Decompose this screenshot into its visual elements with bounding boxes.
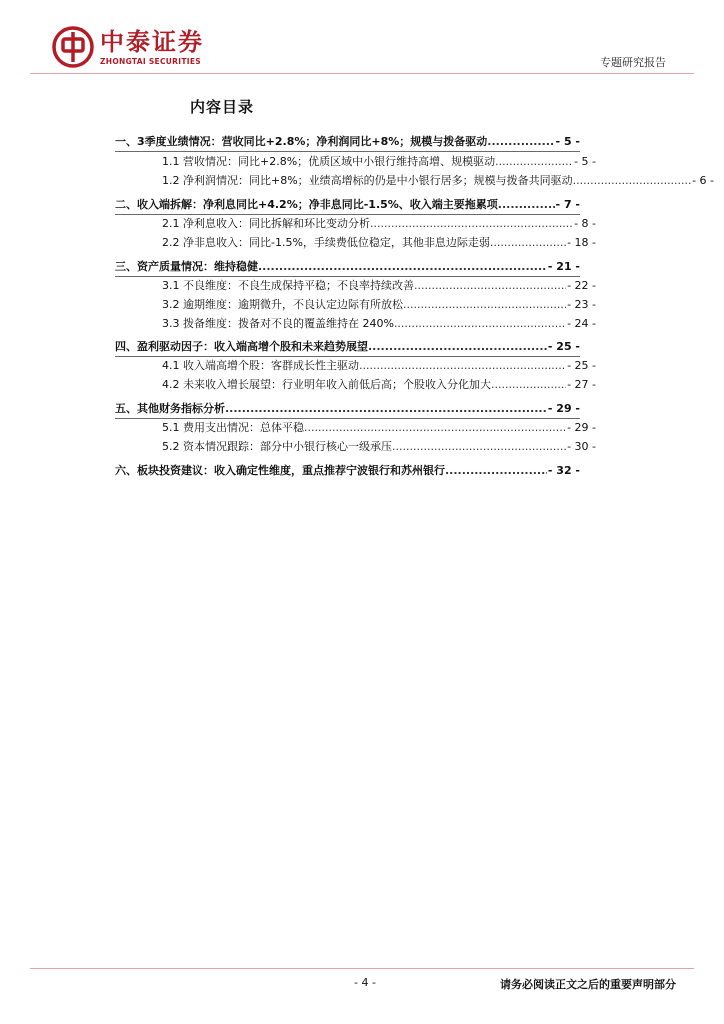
toc-entry[interactable]	[162, 419, 596, 435]
toc-leader-dots	[498, 198, 555, 211]
company-name-cn: 中泰证券	[100, 27, 204, 56]
toc-entry-label: 4.1 收入端高增个股：客群成长性主驱动	[162, 359, 359, 372]
toc-entry-page: - 7 -	[555, 198, 580, 211]
toc-entry-label: 一、3季度业绩情况：营收同比+2.8%；净利润同比+8%；规模与拨备驱动	[115, 135, 488, 148]
zhongtai-logo-icon	[52, 26, 94, 68]
toc-leader-dots	[414, 279, 566, 292]
toc-entry-page: - 27 -	[567, 378, 596, 391]
toc-entry-page: - 29 -	[547, 402, 580, 415]
toc-leader-dots	[304, 421, 566, 434]
toc-entry[interactable]	[162, 153, 596, 169]
toc-entry[interactable]	[162, 215, 596, 231]
toc-leader-dots	[403, 298, 566, 311]
toc-leader-dots	[445, 464, 547, 477]
toc-title: 内容目录	[190, 98, 255, 116]
toc-entry-page: - 5 -	[574, 155, 596, 168]
toc-leader-dots	[370, 217, 573, 230]
toc-entry[interactable]	[115, 133, 580, 149]
toc-entry[interactable]	[162, 438, 596, 454]
page-number: - 4 -	[354, 976, 376, 989]
toc-leader-dots	[490, 236, 566, 249]
toc-entry-label: 2.2 净非息收入：同比-1.5%，手续费低位稳定，其他非息边际走弱	[162, 236, 490, 249]
toc-entry[interactable]	[115, 400, 580, 416]
toc-leader-dots	[368, 340, 547, 353]
toc-entry-label: 4.2 未来收入增长展望：行业明年收入前低后高；个股收入分化加大	[162, 378, 491, 391]
toc-entry[interactable]	[162, 315, 596, 331]
toc-entry-page: - 32 -	[547, 464, 580, 477]
toc-leader-dots	[491, 378, 566, 391]
toc-leader-dots	[573, 174, 691, 187]
company-name-en: ZHONGTAI SECURITIES	[100, 56, 201, 66]
toc-entry-page: - 5 -	[555, 135, 580, 148]
toc-entry-label: 5.2 资本情况跟踪：部分中小银行核心一级承压	[162, 440, 392, 453]
toc-entry[interactable]	[115, 462, 580, 478]
toc-entry-label: 二、收入端拆解：净利息同比+4.2%；净非息同比-1.5%、收入端主要拖累项	[115, 198, 498, 211]
toc-entry[interactable]	[162, 296, 596, 312]
toc-leader-dots	[258, 260, 547, 273]
toc-entry[interactable]	[115, 258, 580, 274]
toc-entry[interactable]	[115, 338, 580, 354]
toc-entry-page: - 29 -	[567, 421, 596, 434]
toc-entry-label: 5.1 费用支出情况：总体平稳	[162, 421, 304, 434]
toc-entry-page: - 6 -	[692, 174, 714, 187]
toc-entry-label: 3.1 不良维度：不良生成保持平稳；不良率持续改善	[162, 279, 414, 292]
toc-entry-label: 四、盈利驱动因子：收入端高增个股和未来趋势展望	[115, 340, 368, 353]
toc-entry-page: - 22 -	[567, 279, 596, 292]
toc-entry-page: - 23 -	[567, 298, 596, 311]
toc-entry-label: 五、其他财务指标分析	[115, 402, 225, 415]
toc-entry-label: 3.2 逾期维度：逾期微升，不良认定边际有所放松	[162, 298, 403, 311]
header-divider	[30, 73, 694, 74]
footer-disclaimer: 请务必阅读正文之后的重要声明部分	[500, 978, 676, 991]
toc-entry-page: - 30 -	[567, 440, 596, 453]
toc-entry[interactable]	[162, 277, 596, 293]
report-type: 专题研究报告	[600, 56, 666, 69]
toc-entry-page: - 8 -	[574, 217, 596, 230]
toc-entry-label: 3.3 拨备维度：拨备对不良的覆盖维持在 240%	[162, 317, 394, 330]
toc-leader-dots	[392, 440, 566, 453]
toc-entry-label: 六、板块投资建议：收入确定性维度，重点推荐宁波银行和苏州银行	[115, 464, 445, 477]
toc-leader-dots	[394, 317, 566, 330]
toc-entry-label: 2.1 净利息收入：同比拆解和环比变动分析	[162, 217, 370, 230]
toc-entry[interactable]	[162, 234, 596, 250]
footer-divider	[30, 968, 694, 969]
toc-entry-label: 三、资产质量情况：维持稳健	[115, 260, 258, 273]
toc-leader-dots	[225, 402, 547, 415]
toc-entry[interactable]	[115, 196, 580, 212]
toc-entry-label: 1.1 营收情况：同比+2.8%；优质区域中小银行维持高增、规模驱动	[162, 155, 496, 168]
toc-entry-page: - 21 -	[547, 260, 580, 273]
toc-entry-page: - 25 -	[547, 340, 580, 353]
toc-entry-page: - 25 -	[567, 359, 596, 372]
toc-entry[interactable]	[162, 357, 596, 373]
toc-entry-page: - 18 -	[567, 236, 596, 249]
toc-entry[interactable]	[162, 376, 596, 392]
toc-entry-page: - 24 -	[567, 317, 596, 330]
toc-entry-label: 1.2 净利润情况：同比+8%；业绩高增标的仍是中小银行居多；规模与拨备共同驱动	[162, 174, 573, 187]
toc-leader-dots	[359, 359, 566, 372]
section-divider	[115, 151, 580, 152]
toc-entry[interactable]	[162, 172, 714, 188]
toc-leader-dots	[495, 155, 573, 168]
company-logo	[52, 26, 204, 68]
toc-leader-dots	[487, 135, 554, 148]
